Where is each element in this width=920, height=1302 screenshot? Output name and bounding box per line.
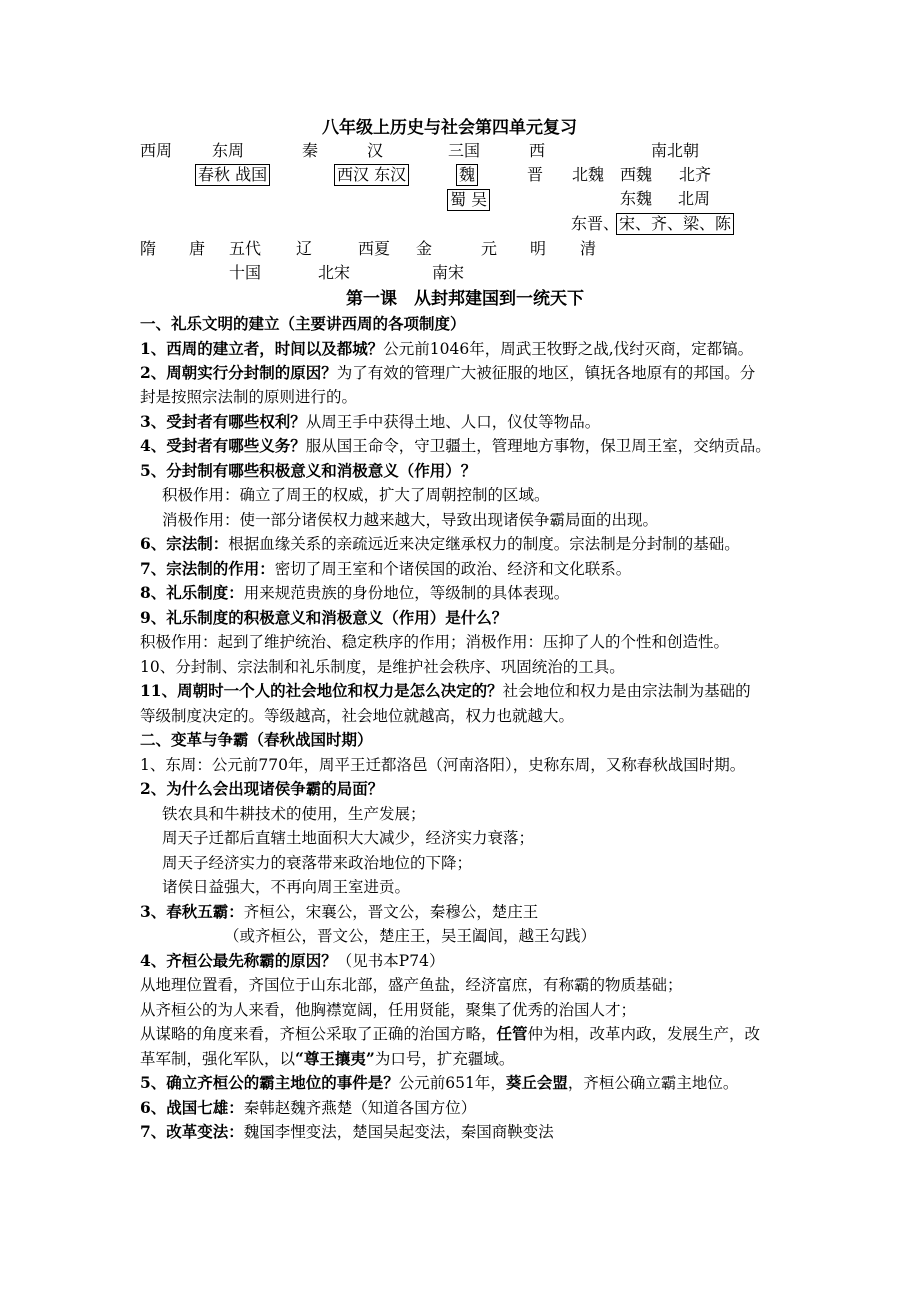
timeline-dongwei: 东魏 (620, 189, 653, 208)
timeline-sui: 隋 (140, 239, 157, 258)
timeline-nanbeichao: 南北朝 (651, 141, 700, 160)
qa-item (140, 950, 444, 972)
qa-item (140, 558, 631, 580)
question: 2、周朝实行分封制的原因？ (140, 363, 337, 382)
qa-item (140, 338, 753, 360)
qa-item (140, 1072, 738, 1094)
question: 11、周朝时一个人的社会地位和权力是怎么决定的？ (140, 681, 503, 700)
question: 4、齐桓公最先称霸的原因？ (140, 951, 337, 970)
answer: 消极作用：使一部分诸侯权力越来越大，导致出现诸侯争霸局面的出现。 (162, 511, 659, 529)
qa-item (140, 362, 755, 384)
answer-emphasis: “尊王攘夷” (295, 1049, 375, 1068)
timeline-jin-dynasty: 金 (416, 239, 433, 258)
timeline-xi: 西 (529, 141, 546, 160)
timeline-qin: 秦 (302, 141, 319, 160)
question: 6、宗法制： (140, 534, 229, 553)
question: 6、战国七雄： (140, 1098, 244, 1117)
question: 7、改革变法： (140, 1122, 244, 1141)
timeline-beizhou: 北周 (678, 189, 711, 208)
timeline-dongjin: 东晋、 (571, 214, 620, 233)
answer: 周天子经济实力的衰落带来政治地位的下降； (162, 854, 473, 872)
answer: 积极作用：起到了维护统治、稳定秩序的作用；消极作用：压抑了人的个性和创造性。 (140, 633, 730, 651)
answer: 服从国王命令，守卫疆土，管理地方事物，保卫周王室，交纳贡品。 (305, 437, 771, 455)
answer-text: 为口号，扩充疆域。 (374, 1050, 515, 1068)
timeline-beiwei: 北魏 (572, 165, 605, 184)
answer-text: 革军制，强化军队，以 (140, 1050, 296, 1068)
answer: 铁农具和牛耕技术的使用，生产发展； (162, 805, 426, 823)
answer-text: ，齐桓公确立霸主地位。 (567, 1074, 739, 1092)
timeline-nansong: 南宋 (432, 263, 465, 282)
question: 9、礼乐制度的积极意义和消极意义（作用）是什么？ (140, 608, 508, 627)
question: 1、西周的建立者，时间以及都城？ (140, 339, 384, 358)
qa-item (140, 582, 569, 604)
answer-continued (140, 1048, 514, 1070)
question: 3、受封者有哪些权利？ (140, 412, 306, 431)
answer-text: 公元前651年， (398, 1074, 506, 1092)
answer: 齐桓公，宋襄公，晋文公，秦穆公，楚庄王 (243, 903, 539, 921)
timeline-shiguo: 十国 (229, 263, 262, 282)
answer-continued: 等级制度决定的。等级越高，社会地位就越高，权力也就越大。 (140, 707, 575, 725)
qa-item (140, 901, 538, 923)
timeline-xixia: 西夏 (358, 239, 391, 258)
answer: 从周王手中获得土地、人口，仪仗等物品。 (305, 413, 601, 431)
question: 7、宗法制的作用： (140, 559, 275, 578)
timeline-xihan-donghan: 西汉 东汉 (334, 164, 409, 186)
qa-item (140, 411, 600, 433)
question: 2、为什么会出现诸侯争霸的局面？ (140, 779, 384, 798)
answer-text: 从谋略的角度来看，齐桓公采取了正确的治国方略， (140, 1025, 497, 1043)
timeline-wudai: 五代 (229, 239, 262, 258)
answer-emphasis: 葵丘会盟 (505, 1073, 568, 1092)
answer: 公元前1046年，周武王牧野之战,伐纣灭商，定都镐。 (383, 340, 754, 358)
timeline-sanguo: 三国 (448, 141, 481, 160)
question: 3、春秋五霸： (140, 902, 244, 921)
question: 4、受封者有哪些义务？ (140, 436, 306, 455)
answer: 10、分封制、宗法制和礼乐制度，是维护社会秩序、巩固统治的工具。 (140, 658, 625, 676)
section-heading: 一、礼乐文明的建立（主要讲西周的各项制度） (140, 314, 466, 333)
timeline-shu-wu: 蜀 吴 (447, 189, 490, 211)
timeline-beisong: 北宋 (318, 263, 351, 282)
answer: 用来规范贵族的身份地位，等级制的具体表现。 (243, 584, 570, 602)
qa-item (140, 680, 751, 702)
answer: （或齐桓公，晋文公，楚庄王，吴王阖闾，越王勾践） (224, 927, 597, 945)
answer (140, 1023, 760, 1045)
answer: 积极作用：确立了周王的权威，扩大了周朝控制的区域。 (162, 486, 550, 504)
timeline-nanchao: 宋、齐、梁、陈 (616, 213, 734, 235)
answer: （见书本P74） (336, 952, 445, 970)
qa-item (140, 1097, 476, 1119)
answer: 周天子迁都后直辖土地面积大大减少，经济实力衰落； (162, 829, 535, 847)
qa-item (140, 435, 771, 457)
answer: 为了有效的管理广大被征服的地区，镇抚各地原有的邦国。分 (336, 364, 756, 382)
answer: 社会地位和权力是由宗法制为基础的 (502, 682, 751, 700)
timeline-tang: 唐 (189, 239, 206, 258)
answer: 1、东周：公元前770年，周平王迁都洛邑（河南洛阳），史称东周，又称春秋战国时期。 (140, 756, 746, 774)
answer: 从齐桓公的为人来看，他胸襟宽阔，任用贤能，聚集了优秀的治国人才； (140, 1001, 637, 1019)
qa-item (140, 533, 740, 555)
lesson-heading: 第一课 从封邦建国到一统天下 (346, 289, 584, 309)
timeline-wei: 魏 (456, 164, 478, 186)
answer: 诸侯日益强大，不再向周王室进贡。 (162, 878, 411, 896)
question: 8、礼乐制度： (140, 583, 244, 602)
question: 5、确立齐桓公的霸主地位的事件是？ (140, 1073, 399, 1092)
section-heading: 二、变革与争霸（春秋战国时期） (140, 730, 373, 749)
answer: 秦韩赵魏齐燕楚（知道各国方位） (243, 1099, 477, 1117)
page-title: 八年级上历史与社会第四单元复习 (322, 118, 577, 138)
timeline-beiqi: 北齐 (679, 165, 712, 184)
timeline-ming: 明 (530, 239, 547, 258)
answer-text: 仲为相，改革内政，发展生产，改 (527, 1025, 761, 1043)
answer: 魏国李悝变法，楚国吴起变法，秦国商鞅变法 (243, 1123, 554, 1141)
timeline-xiwei: 西魏 (620, 165, 653, 184)
answer: 从地理位置看，齐国位于山东北部，盛产鱼盐，经济富庶，有称霸的物质基础； (140, 976, 683, 994)
question: 5、分封制有哪些积极意义和消极意义（作用）？ (140, 461, 477, 480)
timeline-chunqiu-zhanguo: 春秋 战国 (195, 164, 270, 186)
timeline-yuan: 元 (481, 239, 498, 258)
answer: 密切了周王室和个诸侯国的政治、经济和文化联系。 (274, 560, 632, 578)
timeline-xizhou: 西周 (140, 141, 173, 160)
qa-item (140, 1121, 554, 1143)
answer: 根据血缘关系的亲疏远近来决定继承权力的制度。宗法制是分封制的基础。 (228, 535, 740, 553)
timeline-han: 汉 (367, 141, 384, 160)
timeline-jin: 晋 (527, 165, 544, 184)
answer-continued: 封是按照宗法制的原则进行的。 (140, 388, 358, 406)
answer-emphasis: 任管 (496, 1024, 528, 1043)
timeline-dongzhou: 东周 (212, 141, 245, 160)
timeline-liao: 辽 (296, 239, 313, 258)
timeline-qing: 清 (580, 239, 597, 258)
